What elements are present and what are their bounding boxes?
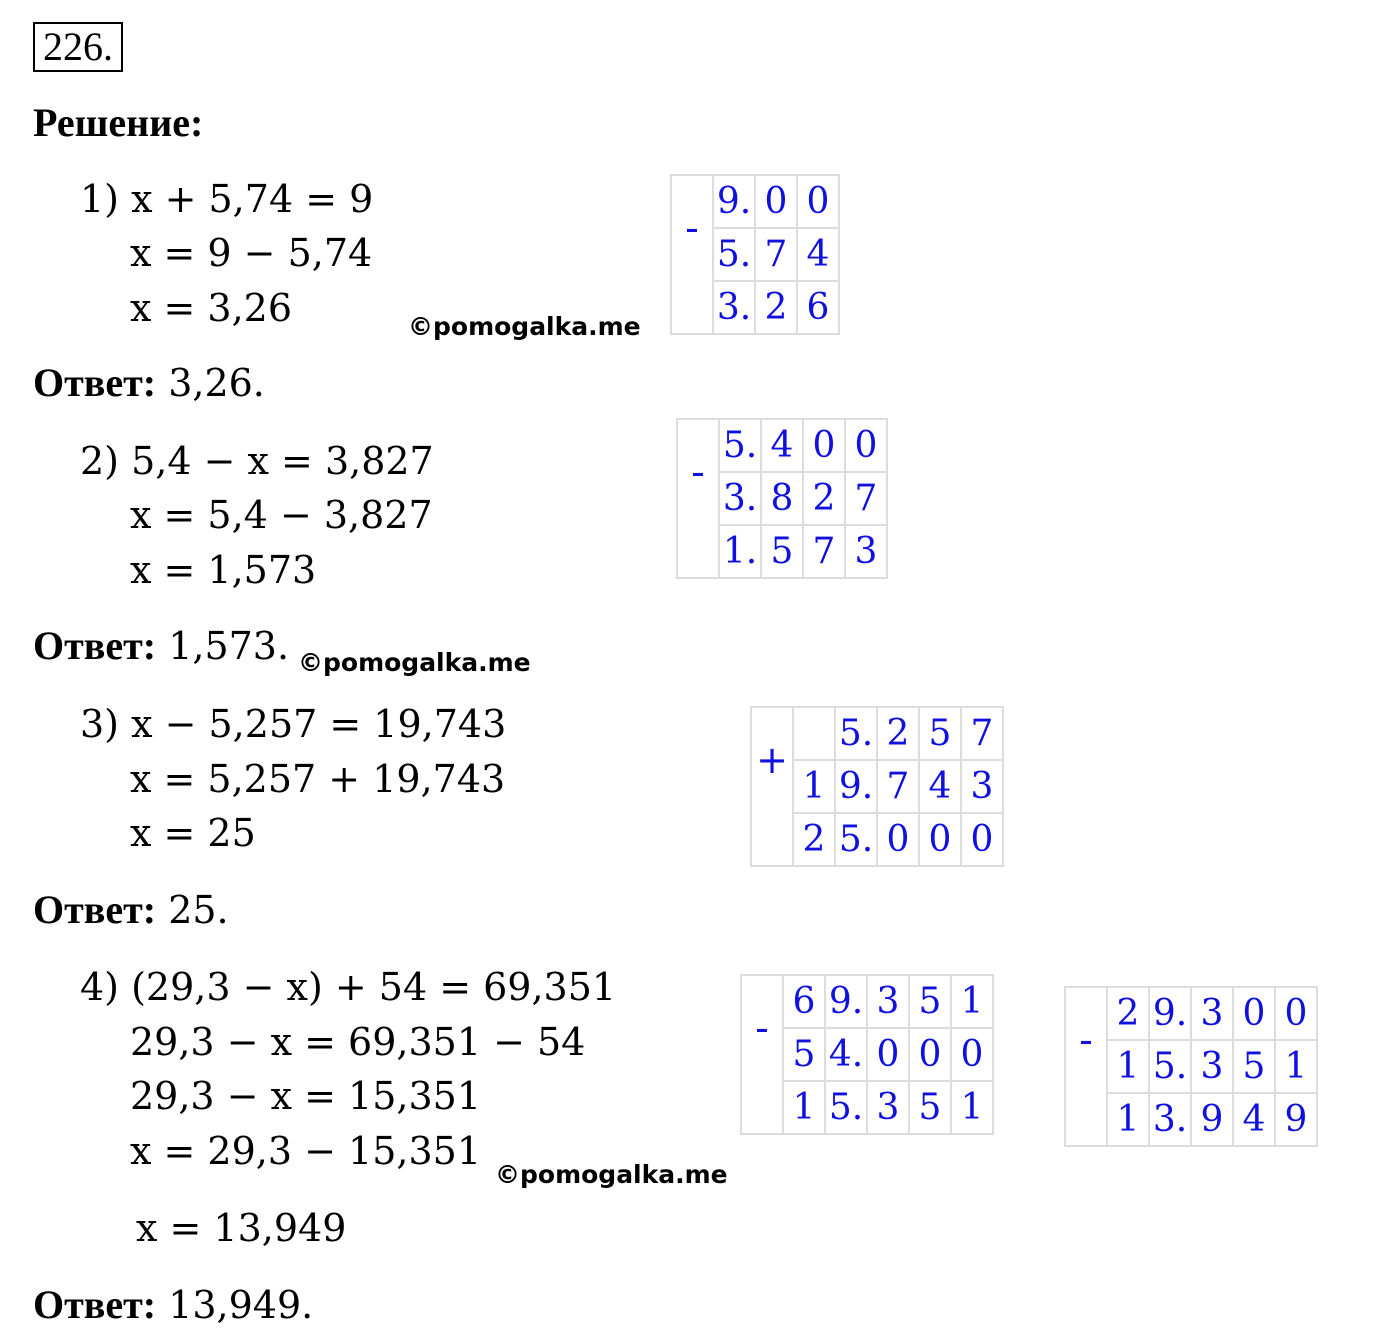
calc-digit: 5 [783, 1028, 825, 1081]
equation-line: x = 5,257 + 19,743 [130, 757, 506, 801]
answer-value: 1,573. [168, 624, 290, 668]
column-calculation [750, 706, 1004, 867]
calc-digit: 0 [797, 175, 839, 228]
calc-digit: 9 [1275, 1093, 1317, 1146]
calc-digit: 5. [719, 419, 761, 472]
calc-grid [750, 706, 1004, 867]
calc-digit: 0 [961, 813, 1003, 866]
calc-digit: 0 [1233, 987, 1275, 1040]
calc-digit: 0 [909, 1028, 951, 1081]
calc-digit: 0 [755, 175, 797, 228]
calc-digit: 9. [1149, 987, 1191, 1040]
calc-row-top [751, 707, 1003, 760]
problem-number: 226. [33, 22, 123, 72]
calc-digit: 5 [761, 525, 803, 578]
calc-digit: 9. [713, 175, 755, 228]
calc-digit: 2 [1107, 987, 1149, 1040]
calc-digit: 2 [803, 472, 845, 525]
calc-digit: 4 [919, 760, 961, 813]
calc-cell [671, 281, 713, 334]
calc-row-result [751, 813, 1003, 866]
calc-digit: 1 [1275, 1040, 1317, 1093]
calc-digit: 1 [1107, 1093, 1149, 1146]
answer-line [33, 887, 229, 933]
calc-digit: 2 [877, 707, 919, 760]
calc-grid [740, 974, 994, 1135]
calc-digit: 3 [867, 975, 909, 1028]
answer-line [33, 1282, 313, 1328]
calc-cell [1065, 1093, 1107, 1146]
calc-digit: 5 [919, 707, 961, 760]
calc-digit: 8 [761, 472, 803, 525]
equation-line: 4) (29,3 − x) + 54 = 69,351 [80, 965, 617, 1009]
calc-digit: 3 [845, 525, 887, 578]
calc-cell [751, 813, 793, 866]
equation-line: 29,3 − x = 69,351 − 54 [130, 1020, 586, 1064]
calc-row-result [1065, 1093, 1317, 1146]
equation-line: x = 13,949 [136, 1206, 347, 1250]
calc-digit: 1 [793, 760, 835, 813]
equation-line: 2) 5,4 − x = 3,827 [80, 439, 434, 483]
calc-digit: 5. [1149, 1040, 1191, 1093]
answer-label: Ответ: [33, 887, 157, 932]
calc-cell [741, 1081, 783, 1134]
column-calculation [740, 974, 994, 1135]
equation-line: x = 29,3 − 15,351 [130, 1129, 481, 1173]
operation-sign: - [1065, 987, 1107, 1093]
calc-digit: 3. [1149, 1093, 1191, 1146]
calc-digit: 3 [1191, 987, 1233, 1040]
equation-line: x = 1,573 [130, 548, 317, 592]
calc-digit: 4 [1233, 1093, 1275, 1146]
calc-digit: 1. [719, 525, 761, 578]
answer-line [33, 360, 265, 406]
calc-row-result [677, 525, 887, 578]
calc-row-top [1065, 987, 1317, 1040]
watermark: ©pomogalka.me [298, 648, 531, 677]
calc-digit: 6 [797, 281, 839, 334]
column-calculation [670, 174, 840, 335]
equation-line: x = 25 [130, 811, 256, 855]
calc-digit: 0 [919, 813, 961, 866]
calc-digit: 9. [835, 760, 877, 813]
calc-digit: 9. [825, 975, 867, 1028]
calc-digit: 5 [909, 975, 951, 1028]
answer-label: Ответ: [33, 360, 157, 405]
equation-line: 29,3 − x = 15,351 [130, 1074, 481, 1118]
calc-digit: 5. [835, 813, 877, 866]
calc-digit: 0 [1275, 987, 1317, 1040]
calc-digit: 3. [713, 281, 755, 334]
calc-grid [1064, 986, 1318, 1147]
calc-digit: 2 [755, 281, 797, 334]
calc-digit: 4 [797, 228, 839, 281]
calc-digit: 0 [877, 813, 919, 866]
calc-digit: 3 [1191, 1040, 1233, 1093]
answer-label: Ответ: [33, 1282, 157, 1327]
calc-digit: 1 [951, 1081, 993, 1134]
calc-digit: 5. [835, 707, 877, 760]
calc-digit: 0 [845, 419, 887, 472]
calc-row-top [671, 175, 839, 228]
calc-digit: 4. [825, 1028, 867, 1081]
answer-value: 13,949. [168, 1283, 314, 1327]
equation-line: x = 9 − 5,74 [130, 231, 373, 275]
equation-line: x = 5,4 − 3,827 [130, 493, 433, 537]
calc-digit: 7 [803, 525, 845, 578]
calc-row-top [677, 419, 887, 472]
calc-row-result [671, 281, 839, 334]
solution-heading: Решение: [33, 100, 204, 145]
calc-row-result [741, 1081, 993, 1134]
calc-grid [670, 174, 840, 335]
operation-sign: - [741, 975, 783, 1081]
calc-digit: 7 [877, 760, 919, 813]
calc-digit: 5. [825, 1081, 867, 1134]
calc-digit: 7 [961, 707, 1003, 760]
calc-digit: 0 [867, 1028, 909, 1081]
equation-line: 1) x + 5,74 = 9 [80, 177, 374, 221]
calc-digit: 1 [783, 1081, 825, 1134]
calc-digit: 0 [951, 1028, 993, 1081]
answer-value: 25. [168, 888, 229, 932]
watermark: ©pomogalka.me [495, 1160, 728, 1189]
calc-digit: 4 [761, 419, 803, 472]
calc-digit: 7 [755, 228, 797, 281]
calc-digit: 1 [951, 975, 993, 1028]
calc-digit: 9 [1191, 1093, 1233, 1146]
calc-digit: 3 [867, 1081, 909, 1134]
calc-row-top [741, 975, 993, 1028]
watermark: ©pomogalka.me [408, 312, 641, 341]
equation-line: x = 3,26 [130, 286, 293, 330]
column-calculation [1064, 986, 1318, 1147]
calc-digit [793, 707, 835, 760]
calc-digit: 5. [713, 228, 755, 281]
operation-sign: - [677, 419, 719, 525]
calc-digit: 6 [783, 975, 825, 1028]
calc-digit: 1 [1107, 1040, 1149, 1093]
calc-grid [676, 418, 888, 579]
calc-digit: 3 [961, 760, 1003, 813]
equation-line: 3) x − 5,257 = 19,743 [80, 702, 507, 746]
operation-sign: - [671, 175, 713, 281]
calc-digit: 5 [1233, 1040, 1275, 1093]
operation-sign: + [751, 707, 793, 813]
column-calculation [676, 418, 888, 579]
calc-digit: 2 [793, 813, 835, 866]
answer-value: 3,26. [168, 361, 265, 405]
answer-label: Ответ: [33, 623, 157, 668]
calc-digit: 3. [719, 472, 761, 525]
answer-line [33, 623, 289, 669]
calc-cell [677, 525, 719, 578]
calc-digit: 5 [909, 1081, 951, 1134]
calc-digit: 7 [845, 472, 887, 525]
calc-digit: 0 [803, 419, 845, 472]
